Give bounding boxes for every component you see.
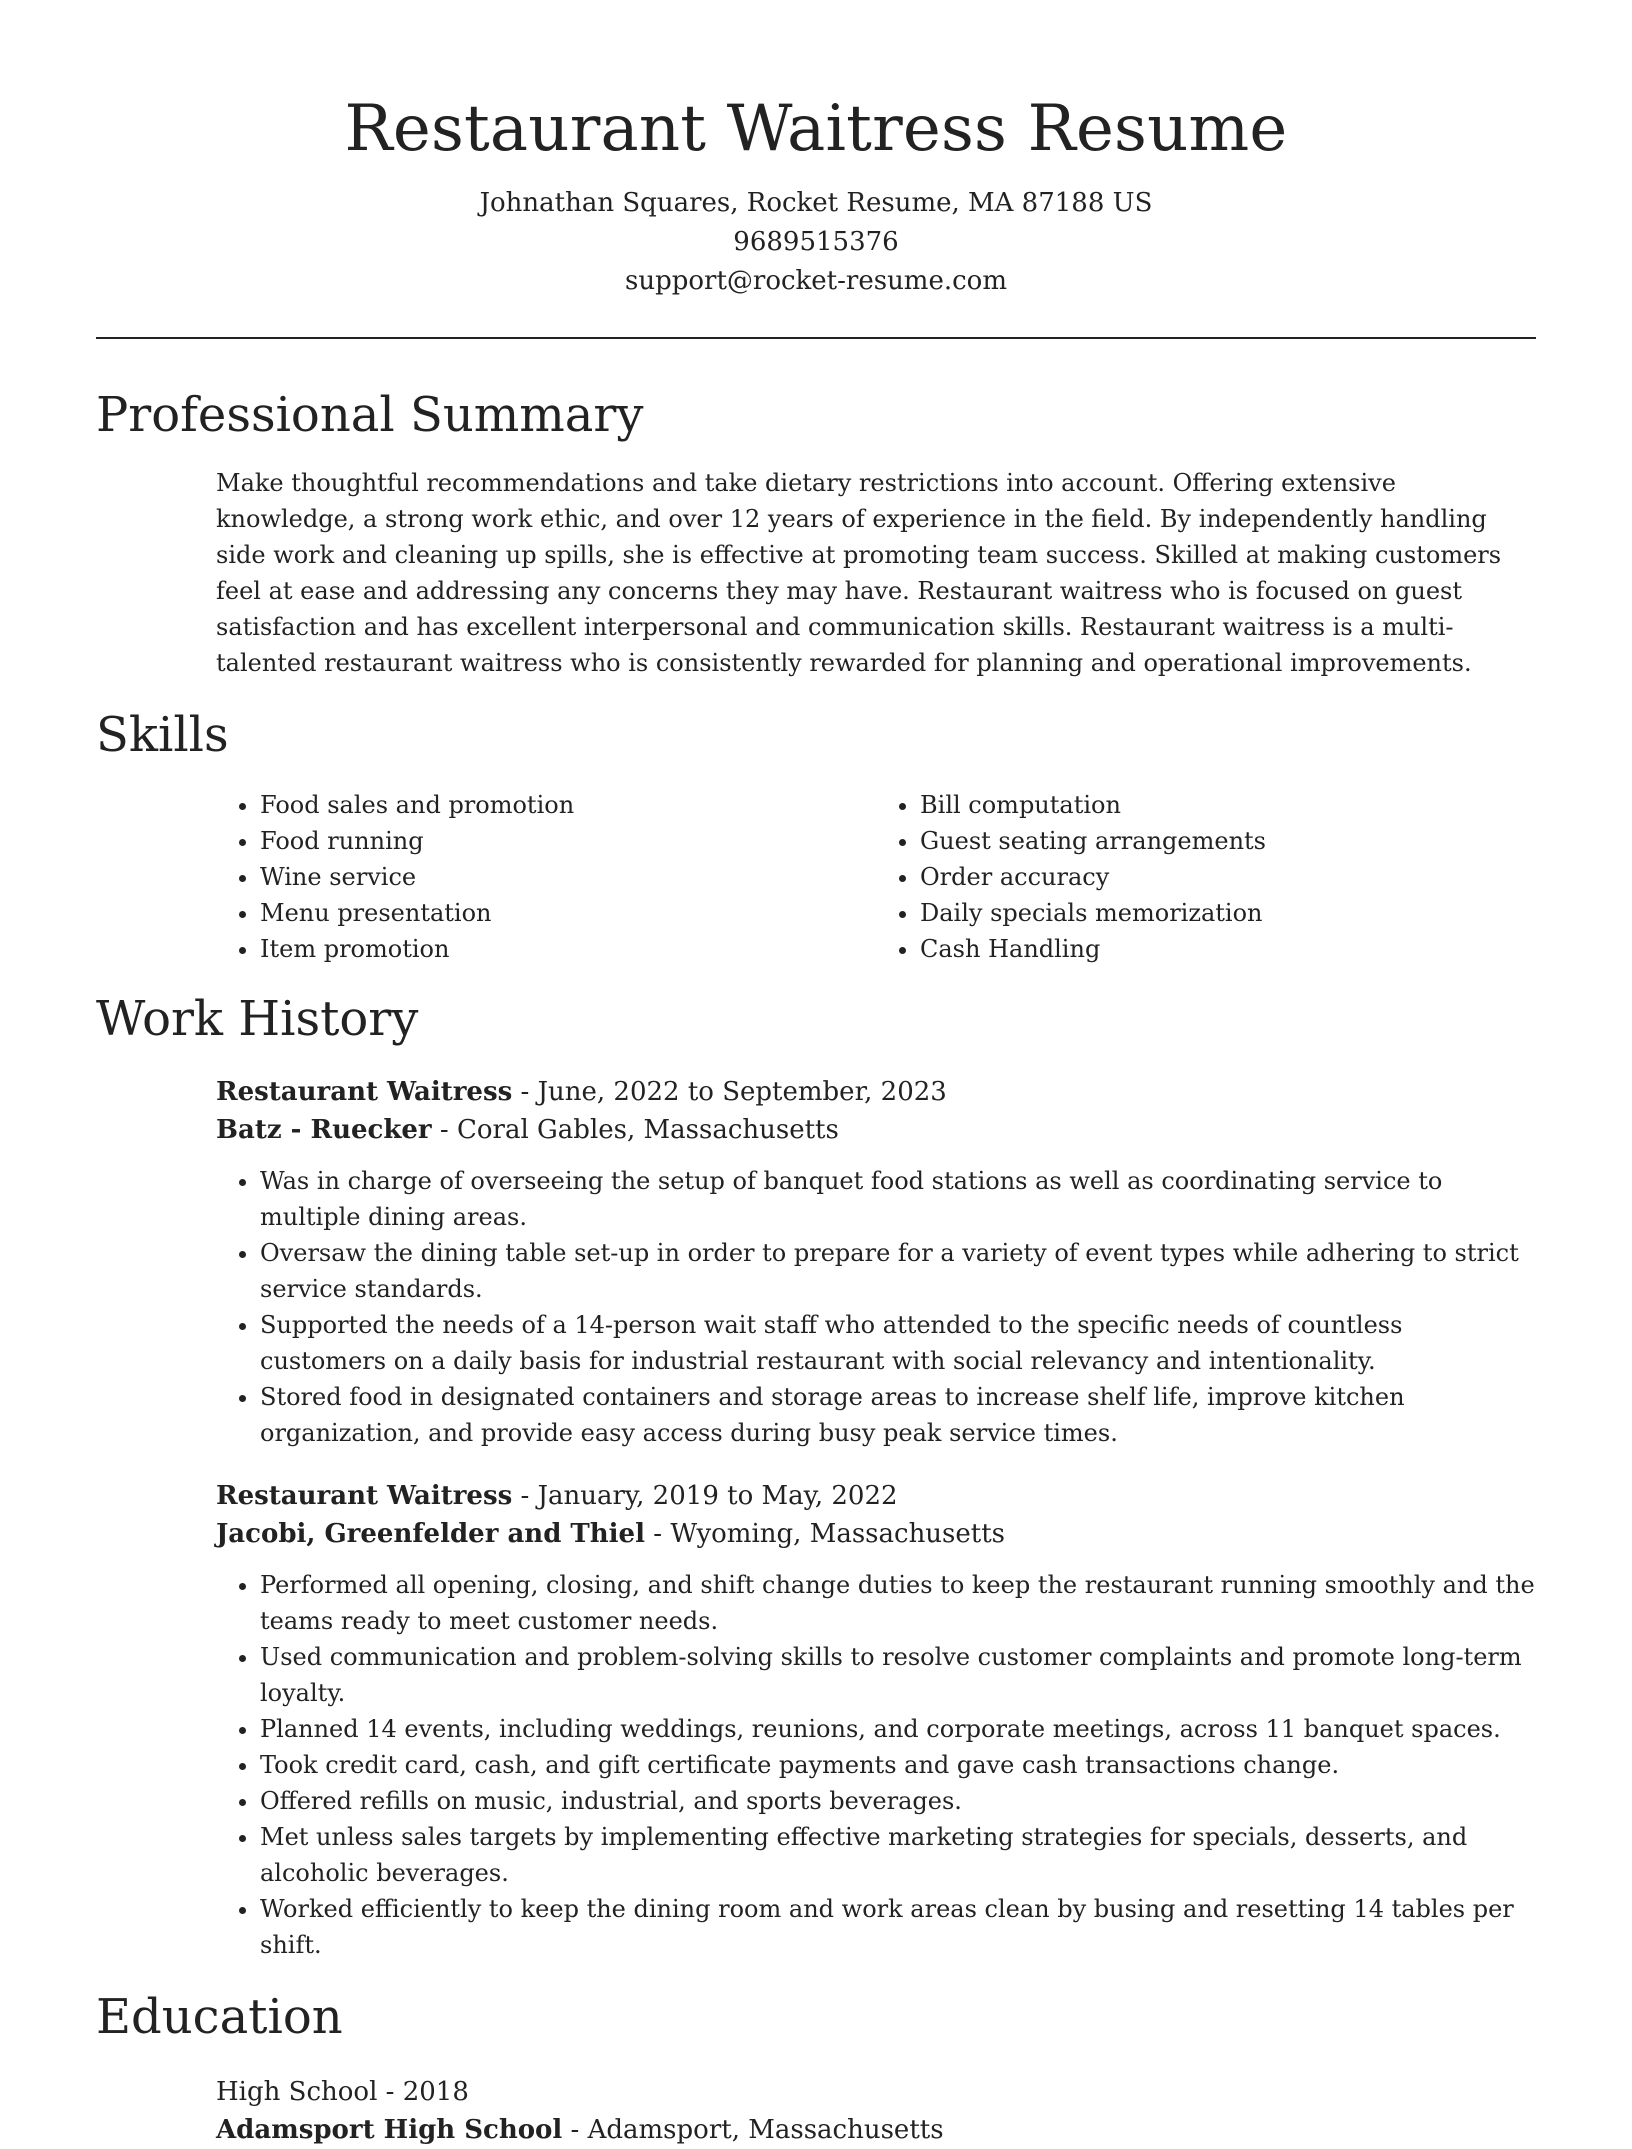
job-dates: January, 2019 to May, 2022 bbox=[537, 1481, 898, 1511]
job-bullets bbox=[216, 1163, 1536, 1451]
contact-address: Johnathan Squares, Rocket Resume, MA 87188 US bbox=[479, 188, 1153, 218]
skill-item: • Daily specials memorization bbox=[920, 895, 1536, 931]
education-degree-line bbox=[216, 2073, 1536, 2111]
education-location: Adamsport, Massachusetts bbox=[587, 2115, 944, 2145]
skill-item: • Wine service bbox=[260, 859, 876, 895]
job-bullet: • Planned 14 events, including weddings, reunions, and corporate meetings, across 11 banquet spaces. bbox=[260, 1711, 1536, 1747]
skill-item: • Food running bbox=[260, 823, 876, 859]
separator: - bbox=[431, 1115, 457, 1145]
resume-title: Restaurant Waitress Resume bbox=[344, 92, 1288, 166]
skill-item: • Bill computation bbox=[920, 787, 1536, 823]
separator: - bbox=[562, 2115, 588, 2145]
skill-item: • Food sales and promotion bbox=[260, 787, 876, 823]
job-entry bbox=[216, 1073, 1536, 1451]
job-bullet: • Oversaw the dining table set-up in order to prepare for a variety of event types while adhering to strict service standards. bbox=[260, 1235, 1536, 1307]
skill-item: • Cash Handling bbox=[920, 931, 1536, 967]
skills-column-right bbox=[876, 787, 1536, 967]
job-bullet: • Performed all opening, closing, and shift change duties to keep the restaurant running smoothly and the teams ready to meet customer needs. bbox=[260, 1567, 1536, 1639]
resume-page bbox=[96, 0, 1536, 2149]
separator: - bbox=[377, 2077, 403, 2107]
job-bullet: • Was in charge of overseeing the setup of banquet food stations as well as coordinating service to multiple dining areas. bbox=[260, 1163, 1536, 1235]
skill-item: • Guest seating arrangements bbox=[920, 823, 1536, 859]
job-location: Coral Gables, Massachusetts bbox=[456, 1115, 839, 1145]
separator: - bbox=[512, 1481, 538, 1511]
job-position: Restaurant Waitress bbox=[216, 1481, 513, 1511]
summary-heading: Professional Summary bbox=[96, 387, 644, 443]
skills-heading: Skills bbox=[96, 707, 229, 763]
job-title-line bbox=[216, 1477, 1536, 1515]
education-degree: High School bbox=[216, 2077, 378, 2107]
skill-item: • Item promotion bbox=[260, 931, 876, 967]
education-school: Adamsport High School bbox=[216, 2115, 563, 2145]
skills-grid bbox=[216, 787, 1536, 967]
separator: - bbox=[644, 1519, 671, 1549]
job-company-line bbox=[216, 1515, 1536, 1553]
job-entry bbox=[216, 1477, 1536, 1963]
job-bullet: • Worked efficiently to keep the dining room and work areas clean by busing and resetting 14 tables per shift. bbox=[260, 1891, 1536, 1963]
job-bullet: • Used communication and problem-solving skills to resolve customer complaints and promote long-term loyalty. bbox=[260, 1639, 1536, 1711]
job-bullet: • Took credit card, cash, and gift certificate payments and gave cash transactions change. bbox=[260, 1747, 1536, 1783]
job-company-line bbox=[216, 1111, 1536, 1149]
job-company: Batz - Ruecker bbox=[216, 1115, 432, 1145]
job-bullet: • Stored food in designated containers and storage areas to increase shelf life, improve kitchen organization, and provide easy access during busy peak service times. bbox=[260, 1379, 1536, 1451]
job-bullets bbox=[216, 1567, 1536, 1963]
work-history-heading: Work History bbox=[96, 991, 419, 1047]
education-school-line bbox=[216, 2111, 1536, 2149]
summary-text: Make thoughtful recommendations and take dietary restrictions into account. Offering extensive knowledge, a strong work ethic, and over 12 years of experience in the field. By independently handling side work and cleaning up spills, she is effective at promoting team success. Skilled at making customers feel at ease and addressing any concerns they may have. Restaurant waitress who is focused on guest satisfaction and has excellent interpersonal and communication skills. Restaurant waitress is a multi-talented restaurant waitress who is consistently rewarded for planning and operational improvements. bbox=[216, 469, 1502, 677]
contact-email: support@rocket-resume.com bbox=[624, 266, 1007, 296]
job-bullet: • Offered refills on music, industrial, and sports beverages. bbox=[260, 1783, 1536, 1819]
header-divider bbox=[96, 337, 1536, 339]
education-year: 2018 bbox=[402, 2077, 469, 2107]
contact-block bbox=[96, 184, 1536, 301]
skills-column-left bbox=[216, 787, 876, 967]
job-title-line bbox=[216, 1073, 1536, 1111]
education-entry bbox=[216, 2073, 1536, 2149]
job-bullet: • Supported the needs of a 14-person wait staff who attended to the specific needs of countless customers on a daily basis for industrial restaurant with social relevancy and intentionality. bbox=[260, 1307, 1536, 1379]
contact-phone: 9689515376 bbox=[733, 227, 899, 257]
education-heading: Education bbox=[96, 1989, 343, 2045]
job-location: Wyoming, Massachusetts bbox=[670, 1519, 1006, 1549]
separator: - bbox=[512, 1077, 538, 1107]
job-bullet: • Met unless sales targets by implementing effective marketing strategies for specials, desserts, and alcoholic beverages. bbox=[260, 1819, 1536, 1891]
job-position: Restaurant Waitress bbox=[216, 1077, 513, 1107]
job-dates: June, 2022 to September, 2023 bbox=[537, 1077, 947, 1107]
job-company: Jacobi, Greenfelder and Thiel bbox=[216, 1519, 645, 1549]
skill-item: • Menu presentation bbox=[260, 895, 876, 931]
skill-item: • Order accuracy bbox=[920, 859, 1536, 895]
